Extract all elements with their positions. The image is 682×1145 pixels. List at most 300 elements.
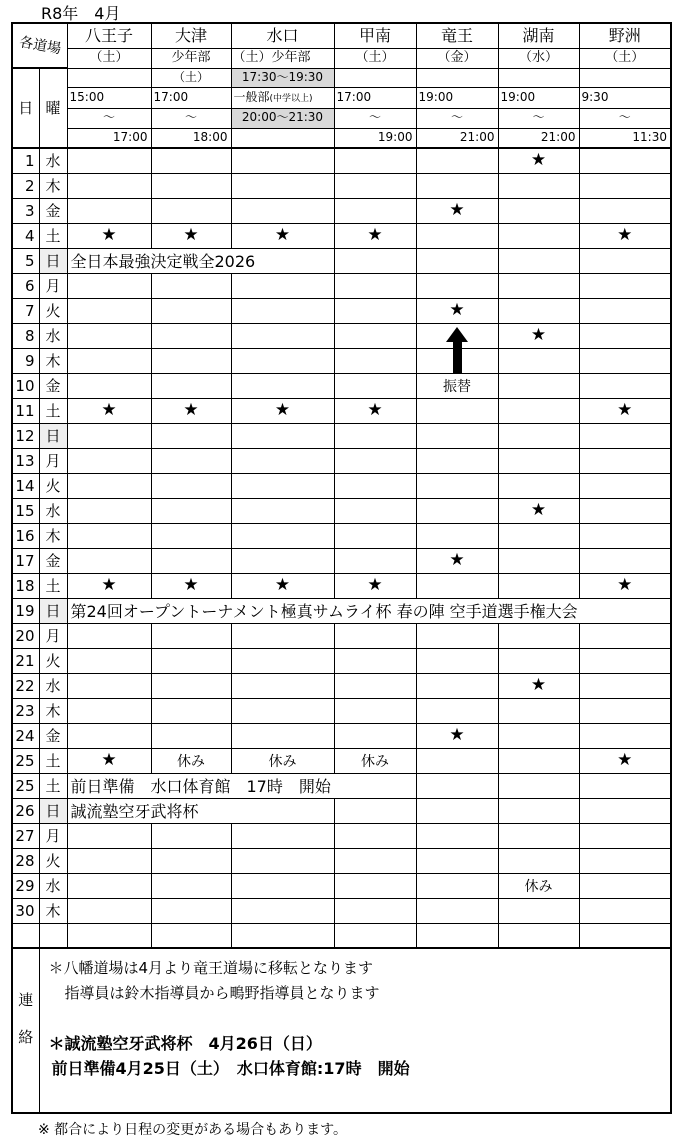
schedule-cell [151, 698, 231, 723]
schedule-cell [67, 198, 151, 223]
star-mark: ★ [416, 548, 498, 573]
schedule-cell [67, 323, 151, 348]
weekday-cell: 水 [39, 148, 67, 173]
weekday-cell: 土 [39, 398, 67, 423]
weekday-cell: 日 [39, 423, 67, 448]
schedule-cell [67, 848, 151, 873]
weekday-cell: 土 [39, 223, 67, 248]
schedule-table [11, 22, 672, 1114]
schedule-row [12, 848, 671, 873]
schedule-cell [416, 873, 498, 898]
day-number-cell: 20 [12, 623, 39, 648]
schedule-cell [416, 773, 498, 798]
schedule-cell [498, 423, 579, 448]
schedule-cell [498, 398, 579, 423]
schedule-cell [579, 473, 671, 498]
schedule-row [12, 523, 671, 548]
schedule-header [12, 23, 671, 148]
day-number-cell: 21 [12, 648, 39, 673]
schedule-cell [231, 498, 334, 523]
weekday-cell: 日 [39, 248, 67, 273]
schedule-cell [334, 373, 416, 398]
sub-konan [498, 68, 579, 87]
class-day-hachioji: （土） [67, 48, 151, 68]
schedule-cell [334, 498, 416, 523]
schedule-cell [416, 448, 498, 473]
schedule-row [12, 298, 671, 323]
notes-row [12, 948, 671, 1113]
day-number-cell: 25 [12, 773, 39, 798]
schedule-cell [498, 723, 579, 748]
schedule-row [12, 473, 671, 498]
schedule-cell [231, 323, 334, 348]
day-number-cell: 19 [12, 598, 39, 623]
weekday-cell: 水 [39, 673, 67, 698]
schedule-row [12, 448, 671, 473]
schedule-cell [231, 148, 334, 173]
column-header-konan: 湖南 [498, 23, 579, 48]
schedule-cell [416, 698, 498, 723]
schedule-row [12, 373, 671, 398]
schedule-cell [579, 323, 671, 348]
day-number-cell: 5 [12, 248, 39, 273]
end-time-ryuo: 21:00 [416, 128, 498, 148]
schedule-cell [416, 473, 498, 498]
schedule-row [12, 623, 671, 648]
schedule-row [12, 498, 671, 523]
column-header-hachioji: 八王子 [67, 23, 151, 48]
class-day-konan: （水） [498, 48, 579, 68]
day-number-cell: 26 [12, 798, 39, 823]
schedule-cell [231, 623, 334, 648]
tilde-hachioji: ～ [67, 108, 151, 128]
schedule-cell [151, 473, 231, 498]
schedule-row [12, 823, 671, 848]
schedule-cell [231, 923, 334, 948]
schedule-cell [67, 273, 151, 298]
schedule-cell [416, 923, 498, 948]
start-time-hachioji: 15:00 [67, 87, 151, 108]
end-time-minakuchi [231, 128, 334, 148]
weekday-cell: 日 [39, 598, 67, 623]
note-line: 前日準備4月25日（土） 水口体育館:17時 開始 [51, 1059, 410, 1078]
notes-body-cell [39, 948, 671, 1113]
day-number-cell: 28 [12, 848, 39, 873]
star-mark: ★ [579, 748, 671, 773]
schedule-cell [151, 323, 231, 348]
star-mark: ★ [231, 223, 334, 248]
sheet-title: R8年 4月 [41, 4, 121, 23]
schedule-cell [334, 173, 416, 198]
schedule-row [12, 148, 671, 173]
schedule-cell [579, 898, 671, 923]
end-time-hachioji: 17:00 [67, 128, 151, 148]
rest-label: 休み [151, 748, 231, 773]
schedule-cell [498, 548, 579, 573]
schedule-cell [579, 623, 671, 648]
schedule-cell [67, 548, 151, 573]
schedule-row [12, 198, 671, 223]
schedule-cell [498, 198, 579, 223]
column-header-kounan: 甲南 [334, 23, 416, 48]
schedule-row [12, 923, 671, 948]
weekday-cell: 土 [39, 748, 67, 773]
schedule-cell [579, 923, 671, 948]
star-mark: ★ [416, 298, 498, 323]
star-mark: ★ [416, 198, 498, 223]
start-time-ryuo: 19:00 [416, 87, 498, 108]
column-header-yasu: 野洲 [579, 23, 671, 48]
day-number-cell: 4 [12, 223, 39, 248]
schedule-cell [231, 448, 334, 473]
weekday-cell: 木 [39, 523, 67, 548]
corner-label: 各道場 [17, 34, 62, 58]
schedule-cell [334, 323, 416, 348]
schedule-row [12, 223, 671, 248]
day-number-cell: 18 [12, 573, 39, 598]
schedule-cell [67, 373, 151, 398]
schedule-cell [334, 873, 416, 898]
schedule-cell [498, 848, 579, 873]
schedule-cell [67, 348, 151, 373]
schedule-row [12, 673, 671, 698]
schedule-cell [151, 673, 231, 698]
schedule-cell [416, 823, 498, 848]
schedule-cell [151, 548, 231, 573]
schedule-cell [334, 698, 416, 723]
star-mark: ★ [334, 398, 416, 423]
schedule-cell [334, 423, 416, 448]
schedule-cell [67, 448, 151, 473]
day-number-cell: 22 [12, 673, 39, 698]
schedule-row [12, 723, 671, 748]
schedule-cell [67, 623, 151, 648]
header-row-start-time [12, 87, 671, 108]
day-number-cell: 24 [12, 723, 39, 748]
weekday-cell: 水 [39, 498, 67, 523]
day-number-cell: 27 [12, 823, 39, 848]
weekday-cell: 金 [39, 723, 67, 748]
schedule-cell [231, 648, 334, 673]
schedule-row [12, 348, 671, 373]
schedule-cell [231, 873, 334, 898]
star-mark: ★ [151, 398, 231, 423]
start-time-otsu: 17:00 [151, 87, 231, 108]
schedule-cell [231, 698, 334, 723]
schedule-cell [334, 673, 416, 698]
schedule-cell [151, 273, 231, 298]
schedule-cell [334, 523, 416, 548]
sub-kounan [334, 68, 416, 87]
schedule-cell [579, 373, 671, 398]
star-mark: ★ [579, 398, 671, 423]
schedule-cell [334, 548, 416, 573]
day-number-cell: 2 [12, 173, 39, 198]
schedule-cell [416, 173, 498, 198]
schedule-cell [334, 848, 416, 873]
day-number-cell: 9 [12, 348, 39, 373]
rest-label: 休み [334, 748, 416, 773]
schedule-cell [498, 823, 579, 848]
schedule-cell [416, 223, 498, 248]
tilde-ryuo: ～ [416, 108, 498, 128]
schedule-cell [416, 148, 498, 173]
day-number-cell: 25 [12, 748, 39, 773]
weekday-cell: 日 [39, 798, 67, 823]
schedule-cell [579, 448, 671, 473]
day-number-cell: 12 [12, 423, 39, 448]
schedule-cell [151, 373, 231, 398]
schedule-cell [151, 648, 231, 673]
day-number-cell: 23 [12, 698, 39, 723]
star-mark: ★ [498, 323, 579, 348]
schedule-cell [67, 298, 151, 323]
schedule-cell [151, 173, 231, 198]
tilde-konan: ～ [498, 108, 579, 128]
class-day-minakuchi: （土）少年部 [231, 48, 334, 68]
weekday-cell: 土 [39, 773, 67, 798]
junior-time-minakuchi: 17:30～19:30 [231, 68, 334, 87]
schedule-cell [579, 723, 671, 748]
sub-hachioji [67, 68, 151, 87]
schedule-cell [231, 473, 334, 498]
schedule-cell [334, 798, 416, 823]
schedule-cell [416, 523, 498, 548]
schedule-cell [334, 273, 416, 298]
schedule-cell [579, 873, 671, 898]
star-mark: ★ [498, 148, 579, 173]
schedule-cell [579, 498, 671, 523]
schedule-cell [498, 223, 579, 248]
schedule-cell [334, 898, 416, 923]
star-mark: ★ [579, 223, 671, 248]
schedule-cell [151, 623, 231, 648]
star-mark: ★ [67, 223, 151, 248]
star-mark: ★ [498, 673, 579, 698]
sub-ryuo [416, 68, 498, 87]
schedule-cell [151, 348, 231, 373]
general-class-minakuchi: 一般部(中学以上) [231, 87, 334, 108]
day-number-cell: 3 [12, 198, 39, 223]
schedule-row [12, 698, 671, 723]
star-mark: ★ [579, 573, 671, 598]
schedule-cell [334, 248, 416, 273]
day-number-cell: 14 [12, 473, 39, 498]
schedule-cell [231, 298, 334, 323]
schedule-row [12, 423, 671, 448]
schedule-row [12, 398, 671, 423]
schedule-cell [579, 273, 671, 298]
weekday-cell: 水 [39, 323, 67, 348]
schedule-cell [579, 798, 671, 823]
weekday-cell [39, 923, 67, 948]
end-time-yasu: 11:30 [579, 128, 671, 148]
schedule-cell [151, 523, 231, 548]
day-number-cell [12, 923, 39, 948]
schedule-row [12, 798, 671, 823]
tilde-kounan: ～ [334, 108, 416, 128]
schedule-cell [231, 723, 334, 748]
schedule-cell [151, 898, 231, 923]
weekday-cell: 月 [39, 273, 67, 298]
schedule-cell [416, 573, 498, 598]
schedule-cell [579, 648, 671, 673]
day-number-cell: 8 [12, 323, 39, 348]
schedule-cell [416, 798, 498, 823]
schedule-cell [579, 298, 671, 323]
schedule-row [12, 773, 671, 798]
schedule-row [12, 548, 671, 573]
schedule-cell [498, 798, 579, 823]
end-time-konan: 21:00 [498, 128, 579, 148]
star-mark: ★ [151, 573, 231, 598]
schedule-cell [498, 748, 579, 773]
schedule-cell [67, 673, 151, 698]
schedule-row [12, 748, 671, 773]
schedule-cell [151, 848, 231, 873]
header-row-end-time [12, 128, 671, 148]
class-day-kounan: （土） [334, 48, 416, 68]
schedule-row [12, 173, 671, 198]
schedule-cell [151, 498, 231, 523]
schedule-cell [498, 648, 579, 673]
schedule-cell [334, 623, 416, 648]
column-header-ryuo: 竜王 [416, 23, 498, 48]
header-row-class-day [12, 48, 671, 68]
weekday-cell: 火 [39, 298, 67, 323]
header-row-dojo-names [12, 23, 671, 48]
header-row-tilde [12, 108, 671, 128]
schedule-cell [579, 673, 671, 698]
schedule-cell [498, 773, 579, 798]
transfer-label: 振替 [416, 373, 498, 398]
schedule-row [12, 873, 671, 898]
schedule-cell [498, 898, 579, 923]
schedule-cell [151, 873, 231, 898]
schedule-cell [231, 823, 334, 848]
star-mark: ★ [231, 398, 334, 423]
day-number-cell: 17 [12, 548, 39, 573]
day-number-cell: 10 [12, 373, 39, 398]
schedule-cell [416, 498, 498, 523]
weekday-cell: 水 [39, 873, 67, 898]
star-mark: ★ [334, 223, 416, 248]
day-number-cell: 29 [12, 873, 39, 898]
schedule-cell [579, 698, 671, 723]
day-number-cell: 7 [12, 298, 39, 323]
schedule-cell [334, 473, 416, 498]
weekday-cell: 月 [39, 448, 67, 473]
schedule-cell [416, 248, 498, 273]
schedule-cell [579, 423, 671, 448]
star-mark: ★ [67, 398, 151, 423]
schedule-cell [151, 923, 231, 948]
schedule-row [12, 323, 671, 348]
weekday-cell: 金 [39, 198, 67, 223]
schedule-cell [334, 198, 416, 223]
footnote: ※ 都合により日程の変更がある場合もあります。 [38, 1122, 348, 1138]
day-number-cell: 13 [12, 448, 39, 473]
start-time-konan: 19:00 [498, 87, 579, 108]
schedule-cell [334, 923, 416, 948]
schedule-cell [334, 448, 416, 473]
schedule-cell [416, 623, 498, 648]
schedule-cell [334, 148, 416, 173]
schedule-cell [67, 698, 151, 723]
schedule-cell [151, 723, 231, 748]
schedule-cell [231, 898, 334, 923]
schedule-row [12, 648, 671, 673]
schedule-cell [416, 748, 498, 773]
schedule-cell [67, 648, 151, 673]
weekday-cell: 木 [39, 898, 67, 923]
schedule-row [12, 598, 671, 623]
class-day-yasu: （土） [579, 48, 671, 68]
schedule-cell [334, 348, 416, 373]
schedule-row [12, 573, 671, 598]
schedule-cell [151, 423, 231, 448]
day-number-cell: 15 [12, 498, 39, 523]
schedule-cell [231, 273, 334, 298]
schedule-cell [498, 348, 579, 373]
arrow-up-icon [445, 327, 469, 373]
weekday-cell: 金 [39, 548, 67, 573]
column-header-otsu: 大津 [151, 23, 231, 48]
schedule-cell [579, 173, 671, 198]
schedule-cell [579, 848, 671, 873]
schedule-cell [416, 323, 498, 348]
star-mark: ★ [151, 223, 231, 248]
schedule-cell [498, 373, 579, 398]
schedule-cell [231, 348, 334, 373]
schedule-cell [498, 298, 579, 323]
schedule-cell [498, 698, 579, 723]
note-line: 指導員は鈴木指導員から鴫野指導員となります [64, 984, 380, 1002]
weekday-cell: 木 [39, 698, 67, 723]
event-text-cell: 第24回オープントーナメント極真サムライ杯 春の陣 空手道選手権大会 [67, 598, 671, 623]
schedule-cell [579, 148, 671, 173]
schedule-cell [579, 548, 671, 573]
schedule-cell [416, 648, 498, 673]
schedule-cell [334, 823, 416, 848]
schedule-cell [231, 173, 334, 198]
schedule-cell [151, 448, 231, 473]
star-mark: ★ [231, 573, 334, 598]
star-mark: ★ [334, 573, 416, 598]
weekday-column-label: 曜 [39, 68, 67, 148]
star-mark: ★ [67, 748, 151, 773]
schedule-cell [231, 373, 334, 398]
notes-label-cell [12, 948, 39, 1113]
schedule-cell [67, 873, 151, 898]
corner-cell [12, 23, 67, 68]
schedule-cell [416, 398, 498, 423]
day-number-cell: 1 [12, 148, 39, 173]
tilde-otsu: ～ [151, 108, 231, 128]
schedule-cell [579, 248, 671, 273]
schedule-cell [67, 723, 151, 748]
class-day-ryuo: （金） [416, 48, 498, 68]
schedule-cell [498, 173, 579, 198]
schedule-cell [67, 148, 151, 173]
rest-label: 休み [498, 873, 579, 898]
schedule-cell [579, 823, 671, 848]
schedule-cell [231, 548, 334, 573]
weekday-cell: 火 [39, 848, 67, 873]
schedule-cell [416, 898, 498, 923]
schedule-cell [231, 848, 334, 873]
schedule-cell [498, 448, 579, 473]
